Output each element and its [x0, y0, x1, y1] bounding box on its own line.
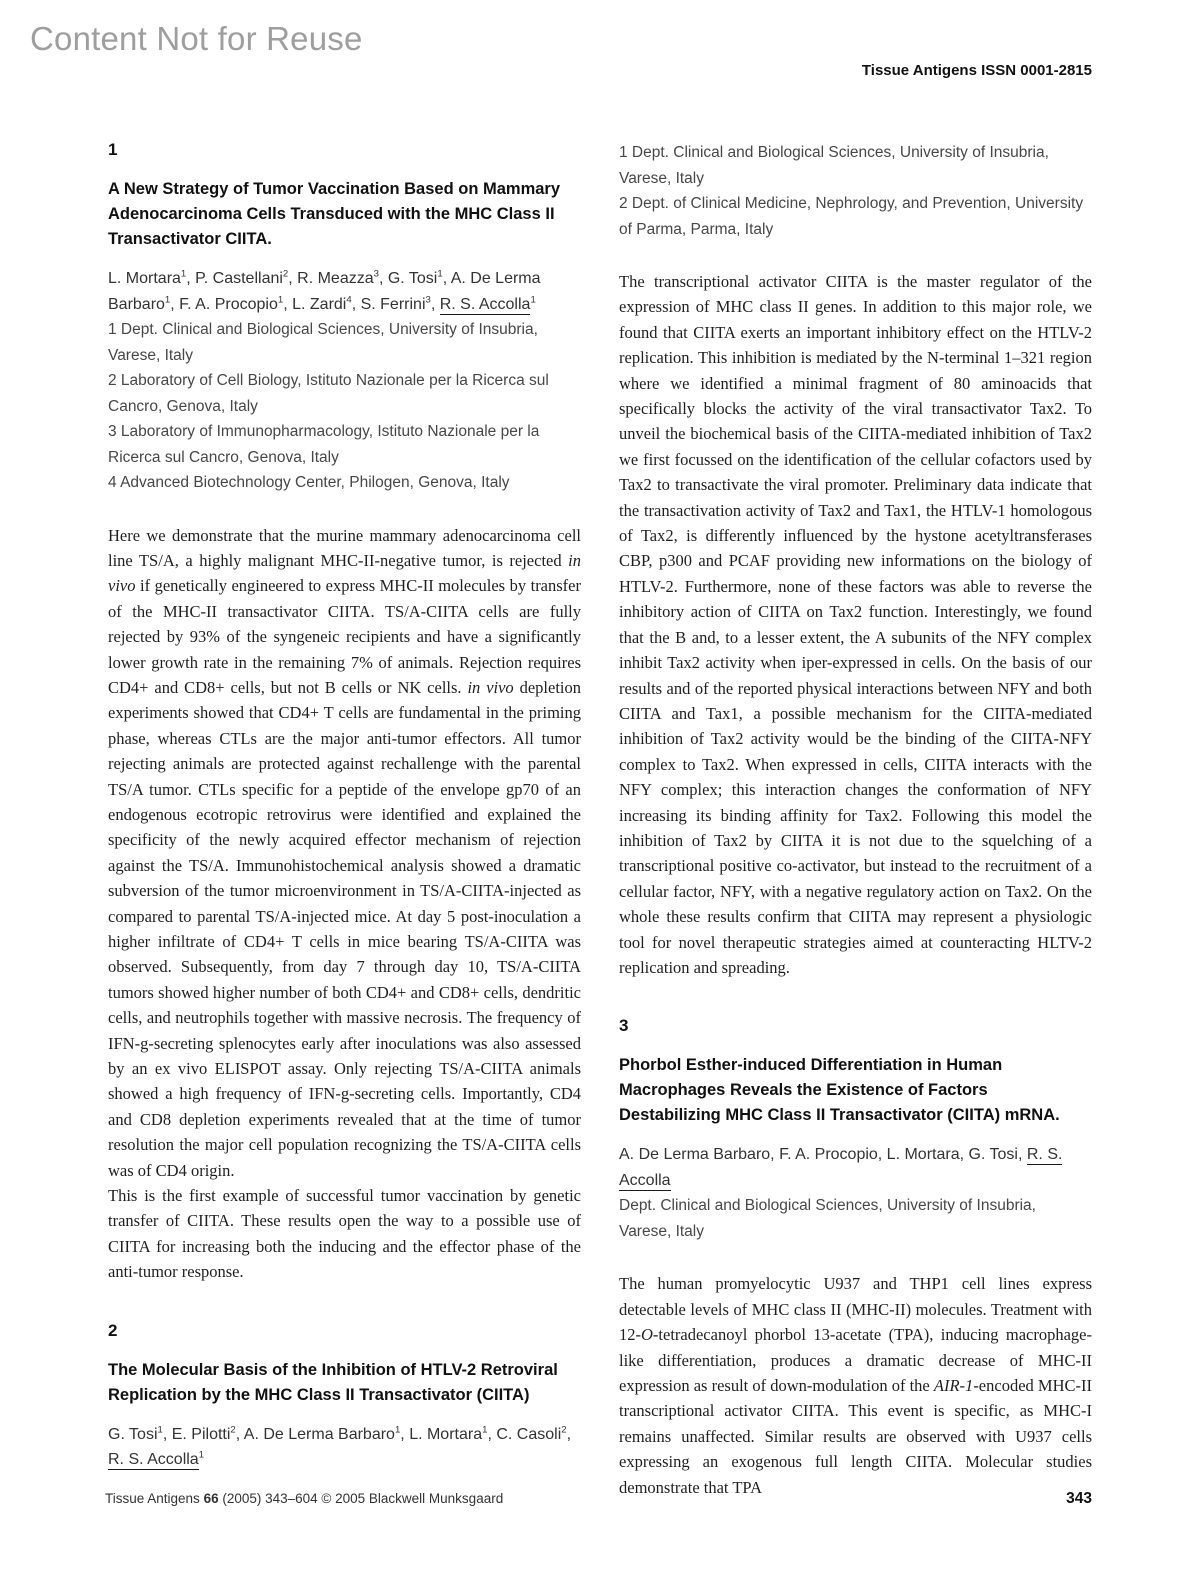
abstract-1 [108, 140, 581, 1285]
abstract-number: 2 [108, 1320, 118, 1340]
abstract-3 [619, 1016, 1092, 1500]
left-column [108, 140, 581, 1500]
affiliation: 1 Dept. Clinical and Biological Sciences, University of Insubria, Varese, Italy [108, 321, 538, 364]
journal-masthead: Tissue Antigens ISSN 0001-2815 [861, 62, 1092, 79]
author-list: G. Tosi$^1$, E. Pilotti$^2$, A. De Lerma Barbaro$^1$, L. Mortara$^1$, C. Casoli$^2$, R. S. Accolla$^1$ [108, 1424, 572, 1469]
abstract-body-paragraph: This is the first example of successful tumor vaccination by genetic transfer of CIITA. These results open the way to a possible use of CIITA for increasing both the inducing and the effector phase of the anti-tumor response. [108, 1186, 581, 1282]
two-column-layout [108, 140, 1092, 1500]
affiliation: Dept. Clinical and Biological Sciences, University of Insubria, Varese, Italy [619, 1197, 1036, 1240]
affiliation: 4 Advanced Biotechnology Center, Philogen, Genova, Italy [108, 474, 510, 491]
affiliation: 3 Laboratory of Immunopharmacology, Istituto Nazionale per la Ricerca sul Cancro, Genova, Italy [108, 423, 540, 466]
author-list: L. Mortara$^1$, P. Castellani$^2$, R. Meazza$^3$, G. Tosi$^1$, A. De Lerma Barbaro$^1$, F. A. Procopio$^1$, L. Zardi$^4$, S. Ferrini$^3$, R. S. Accolla$^1$ [108, 268, 541, 313]
content-not-for-reuse-watermark: Content Not for Reuse [30, 20, 363, 57]
affiliation: 1 Dept. Clinical and Biological Sciences, University of Insubria, Varese, Italy [619, 144, 1049, 187]
abstract-title: The Molecular Basis of the Inhibition of HTLV-2 Retroviral Replication by the MHC Class II Transactivator (CIITA) [108, 1360, 558, 1404]
abstract-body-paragraph: The human promyelocytic U937 and THP1 cell lines express detectable levels of MHC class II (MHC-II) molecules. Treatment with 12-O-tetradecanoyl phorbol 13-acetate (TPA), inducing macrophage-like differentiation, produces a dramatic decrease of MHC-II expression as result of down-modulation of the AIR-1-encoded MHC-II transcriptional activator CIITA. This event is specific, as MHC-I remains unaffected. Similar results are observed with U937 cells expressing an exogenous full length CIITA. Molecular studies demonstrate that TPA [619, 1274, 1092, 1497]
abstract-2-header [108, 1321, 581, 1473]
abstract-number: 1 [108, 140, 118, 159]
author-list: A. De Lerma Barbaro, F. A. Procopio, L. Mortara, G. Tosi, R. S. Accolla [619, 1146, 1063, 1189]
journal-citation-line: Tissue Antigens 66 (2005) 343–604 © 2005 Blackwell Munksgaard [105, 1491, 504, 1506]
right-column [619, 140, 1092, 1500]
abstract-title: Phorbol Esther-induced Differentiation in Human Macrophages Reveals the Existence of Factors Destabilizing MHC Class II Transactivator (CIITA) mRNA. [619, 1056, 1060, 1125]
abstract-2-continued [619, 140, 1092, 980]
affiliation: 2 Dept. of Clinical Medicine, Nephrology, and Prevention, University of Parma, Parma, Italy [619, 195, 1084, 238]
abstract-number: 3 [619, 1016, 629, 1036]
abstract-body-paragraph: The transcriptional activator CIITA is the master regulator of the expression of MHC class II genes. In addition to this major role, we found that CIITA exerts an important inhibitory effect on the HTLV-2 replication. This inhibition is mediated by the N-terminal 1–321 region where we identified a minimal fragment of 80 aminoacids that specifically blocks the activity of the viral transactivator Tax2. To unveil the biochemical basis of the CIITA-mediated inhibition of Tax2 we first focussed on the identification of the cellular cofactors used by Tax2 to transactivate the viral promoter. Preliminary data indicate that the transactivation activity of Tax2 and Tax1, the HTLV-1 homologous of Tax2, is differently influenced by the hystone acetyltransferases CBP, p300 and PCAF providing new informations on the biology of HTLV-2. Furthermore, none of these factors was able to reverse the inhibitory action of CIITA on Tax2 function. Interestingly, we found that the B and, to a lesser extent, the A subunits of the NFY complex inhibit Tax2 activity when iper-expressed in cells. On the basis of our results and of the reported physical interactions between NFY and both CIITA and Tax1, a possible mechanism for the CIITA-mediated inhibition of Tax2 activity would be the binding of the CIITA-NFY complex to Tax2. When expressed in cells, CIITA interacts with the NFY complex; this interaction changes the conformation of NFY increasing its binding affinity for Tax2. Following this model the inhibition of Tax2 by CIITA it is not due to the squelching of a transcriptional positive co-activator, but instead to the recruitment of a cellular factor, NFY, with a negative regulatory action on Tax2. On the whole these results confirm that CIITA may represent a physiologic tool for novel therapeutic strategies aimed at counteracting HLTV-2 replication and spreading. [619, 272, 1092, 977]
page-footer [105, 1490, 1092, 1508]
page-number: 343 [1066, 1490, 1092, 1507]
abstract-body-paragraph: Here we demonstrate that the murine mammary adenocarcinoma cell line TS/A, a highly malignant MHC-II-negative tumor, is rejected in vivo if genetically engineered to express MHC-II molecules by transfer of the MHC-II transactivator CIITA. TS/A-CIITA cells are fully rejected by 93% of the syngeneic recipients and have a significantly lower growth rate in the remaining 7% of animals. Rejection requires CD4+ and CD8+ cells, but not B cells or NK cells. in vivo depletion experiments showed that CD4+ T cells are fundamental in the priming phase, whereas CTLs are the major anti-tumor effectors. All tumor rejecting animals are protected against rechallenge with the parental TS/A tumor. CTLs specific for a peptide of the envelope gp70 of an endogenous ecotropic retrovirus were identified and explained the specificity of the newly acquired effector mechanism of rejection against the TS/A. Immunohistochemical analysis showed a dramatic subversion of the tumor microenvironment in TS/A-CIITA-injected as compared to parental TS/A-injected mice. At day 5 post-inoculation a higher infiltrate of CD4+ T cells in mice bearing TS/A-CIITA was observed. Subsequently, from day 7 through day 10, TS/A-CIITA tumors showed higher number of both CD4+ and CD8+ cells, dendritic cells, and neutrophils together with massive necrosis. The frequency of IFN-g-secreting splenocytes early after inoculations was also assessed by an ex vivo ELISPOT assay. Only rejecting TS/A-CIITA animals showed a high frequency of IFN-g-secreting cells. Importantly, CD4 and CD8 depletion experiments revealed that at the time of tumor resolution the major cell population recognizing the TS/A-CIITA cells was of CD4 origin. [108, 525, 581, 1180]
affiliation: 2 Laboratory of Cell Biology, Istituto Nazionale per la Ricerca sul Cancro, Genova, Italy [108, 372, 549, 415]
abstract-title: A New Strategy of Tumor Vaccination Based on Mammary Adenocarcinoma Cells Transduced with the MHC Class II Transactivator CIITA. [108, 180, 561, 248]
